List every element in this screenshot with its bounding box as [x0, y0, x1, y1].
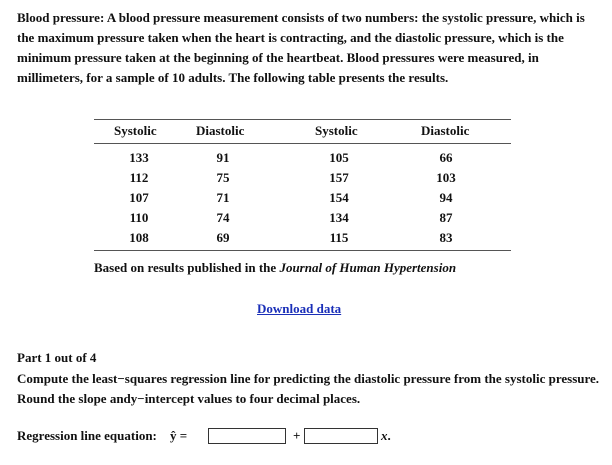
header-systolic-2: Systolic: [315, 123, 358, 138]
table-cell: 112: [129, 170, 149, 185]
table-header-rule: [94, 143, 511, 144]
x-variable: x: [381, 428, 388, 443]
download-data-link[interactable]: Download data: [257, 301, 342, 316]
equation-variable: [381, 426, 391, 446]
table-cell: 105: [329, 150, 349, 165]
source-prefix: Based on results published in the: [94, 260, 280, 275]
table-cell: 75: [216, 170, 230, 185]
table-cell: 69: [216, 230, 230, 245]
table-cell: 154: [329, 190, 349, 205]
table-bottom-rule: [94, 250, 511, 251]
table-cell: 91: [216, 150, 230, 165]
table-cell: 115: [329, 230, 349, 245]
table-cell: 108: [129, 230, 149, 245]
table-cell: 71: [216, 190, 230, 205]
plus-sign: +: [293, 428, 301, 443]
y-hat-symbol: ŷ =: [170, 428, 188, 443]
table-cell: 87: [439, 210, 453, 225]
equation-label: Regression line equation:: [17, 428, 157, 443]
table-cell: 94: [439, 190, 453, 205]
table-cell: 83: [439, 230, 453, 245]
equation-period: .: [387, 428, 391, 443]
table-cell: 66: [439, 150, 453, 165]
table-cell: 134: [329, 210, 349, 225]
slope-input[interactable]: [304, 428, 378, 444]
table-cell: 133: [129, 150, 149, 165]
part-indicator: Part 1 out of 4: [17, 350, 97, 365]
table-cell: 103: [436, 170, 456, 185]
journal-name: Journal of Human Hypertension: [279, 260, 457, 275]
header-diastolic-1: Diastolic: [196, 123, 245, 138]
table-cell: 107: [129, 190, 149, 205]
intercept-input[interactable]: [208, 428, 286, 444]
header-systolic-1: Systolic: [114, 123, 157, 138]
equation-row: [17, 426, 607, 446]
header-diastolic-2: Diastolic: [421, 123, 470, 138]
table-cell: 74: [216, 210, 230, 225]
problem-intro: Blood pressure: A blood pressure measurement consists of two numbers: the systolic pressure, which is the maximum pressure taken when the heart is contracting, and the diastolic pressure, which is the minimum pressure taken at the beginning of the heartbeat. Blood pressures were measured, in millimeters, for a sample of 10 adults. The following table presents the results.: [17, 10, 585, 85]
table-cell: 110: [129, 210, 149, 225]
table-cell: 157: [329, 170, 349, 185]
table-top-rule: [94, 119, 511, 120]
question-text: Compute the least−squares regression line for predicting the diastolic pressure from the systolic pressure. Round the slope andy−intercept values to four decimal places.: [17, 371, 600, 406]
source-note: [94, 258, 456, 278]
